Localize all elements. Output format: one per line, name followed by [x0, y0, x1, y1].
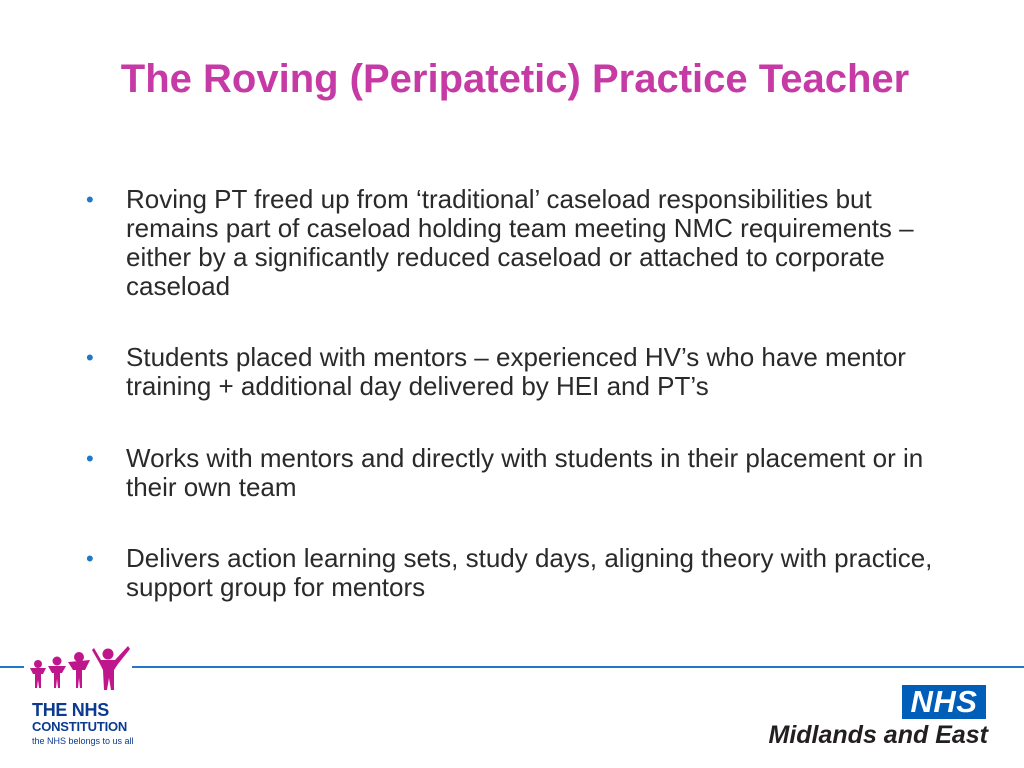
bullet-item [84, 444, 954, 502]
slide-title: The Roving (Peripatetic) Practice Teacher [120, 57, 910, 101]
bullet-text: Works with mentors and directly with students in their placement or in their own team [126, 443, 924, 502]
bullet-text: Roving PT freed up from ‘traditional’ caseload responsibilities but remains part of caseload holding team meeting NMC requirements – either by a significantly reduced caseload or attached to corporate caseload [126, 184, 914, 301]
footer-divider-right [132, 666, 1024, 668]
constitution-title: THE NHS [32, 700, 109, 720]
figure-body-1 [30, 668, 46, 688]
bullet-text: Delivers action learning sets, study days, aligning theory with practice, support group for mentors [126, 543, 933, 602]
bullet-item [84, 544, 954, 602]
bullet-list [84, 185, 954, 644]
figure-head-4 [103, 649, 114, 660]
bullet-icon: • [86, 546, 94, 571]
constitution-tagline: the NHS belongs to us all [32, 736, 134, 746]
bullet-text: Students placed with mentors – experienced HV’s who have mentor training + additional day delivered by HEI and PT’s [126, 342, 906, 401]
footer-divider-left [0, 666, 24, 668]
bullet-item [84, 343, 954, 401]
constitution-subtitle: CONSTITUTION [32, 719, 128, 734]
region-name: Midlands and East [768, 721, 988, 749]
figure-head-1 [34, 660, 42, 668]
bullet-icon: • [86, 446, 94, 471]
figure-head-3 [74, 652, 84, 662]
nhs-logo: NHS [902, 685, 986, 719]
figure-body-2 [48, 666, 66, 688]
bullet-icon: • [86, 187, 94, 212]
bullet-item [84, 185, 954, 301]
bullet-icon: • [86, 345, 94, 370]
figure-body-3 [68, 660, 90, 688]
figure-head-2 [53, 657, 62, 666]
